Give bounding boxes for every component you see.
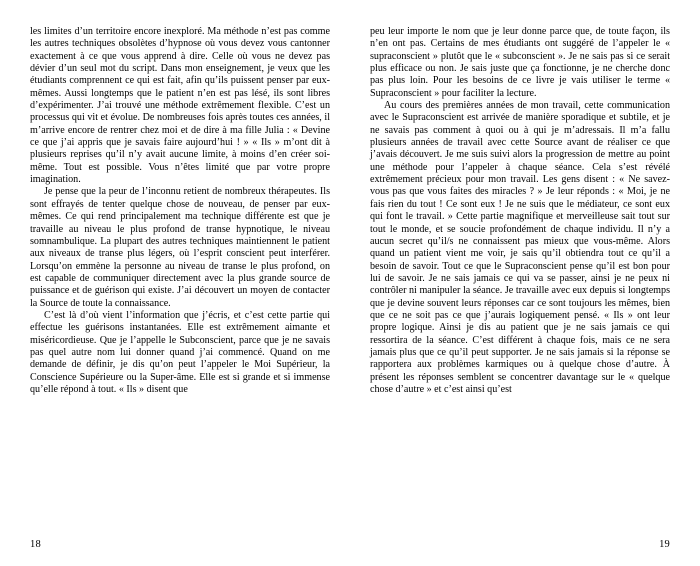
paragraph: C’est là d’où vient l’information que j’écris, et c’est cette partie qui effectue les guérisons instantanées. Elle est extrêmement aimante et miséricordieuse. Que je l’appelle le Subconscient, parce que je ne savais pas quel autre nom lui donner quand j’ai commencé. Quand on me demande de définir, je dis qu’on peut l’appeler le Moi Supérieur, la Conscience Supérieure ou la Super-âme. Elle est si grande et si immense qu’elle répond à tout. « Ils » disent que — [30, 309, 330, 395]
page-left — [30, 26, 330, 566]
paragraph: Au cours des premières années de mon travail, cette communication avec le Supraconscient est arrivée de manière sporadique et subtile, et je ne savais pas comment à quoi ou à qui je m’adressais. Il m’a fallu plusieurs années de travail avec cette Source avant de réaliser ce que j’avais découvert. Je me suis suivi alors la progression de mettre au point une méthode pour l’appeler à chaque séance. Cela s’est révélé extrêmement précieux pour mon travail. Les gens disent : « Ne savez-vous pas que vous faites des miracles ? » Je leur réponds : « Moi, je ne fais rien du tout ! Ce sont eux ! Je ne suis que le médiateur, ce sont eux qui font le travail. » Cette partie magnifique et merveilleuse sait tout sur tout le monde, et se soucie profondément de chaque individu. Il n’y a aucun secret qu’il/s ne connaissent pas mieux que vous-même. Alors quand un patient vient me voir, je sais qu’il obtiendra tout ce qu’il a besoin de savoir. Tout ce que le Supraconscient pense qu’il est bon pour lui de savoir. Je ne sais jamais ce qui va se passer, ainsi je ne peux ni contrôler ni manipuler la séance. Je travaille avec eux depuis si longtemps que je devine souvent leurs réponses car ce sont toujours les mêmes, bien que ce ne soit pas ce que j’aurais logiquement pensé. « Ils » ont leur propre logique. Ainsi je dis au patient que je ne sais jamais ce qui ressortira de la séance. C’est différent à chaque fois, mais ce ne sera jamais plus que ce qu’il peut supporter. Je ne sais jamais si la réponse se rapportera aux problèmes karmiques ou à quelque chose d’autre. À présent les réponses semblent se concentrer davantage sur le « quelque chose d’autre » et c’est ainsi qu’est — [370, 100, 670, 395]
page-right — [370, 26, 670, 566]
page-number-left: 18 — [30, 539, 41, 550]
page-right-text-column — [370, 26, 670, 396]
page-left-text-column — [30, 26, 330, 396]
paragraph: Je pense que la peur de l’inconnu retient de nombreux thérapeutes. Ils sont effrayés de tenter quelque chose de nouveau, de penser par eux-mêmes. Ce qui rend principalement ma technique différente est que je travaille au niveau le plus profond de transe hypnotique, le niveau somnambulique. La plupart des autres techniques maintiennent le patient aux niveaux de transe plus légers, où l’esprit conscient peut interférer. Lorsqu’on emmène la personne au niveau de transe le plus profond, on est capable de communiquer directement avec la plus grande source de puissance et de guérison qui existe. J’ai découvert un moyen de contacter la Source de toute la connaissance. — [30, 186, 330, 309]
paragraph: les limites d’un territoire encore inexploré. Ma méthode n’est pas comme les autres techniques obsolètes d’hypnose où vous devez vous cantonner exactement à ce que vous apprend à dire. Celle où vous ne devez pas dévier d’un seul mot du script. Dans mon enseignement, je veux que les étudiants comprennent ce qui est fait, afin qu’ils puissent penser par eux-mêmes. Aussi longtemps que le patient n’en est pas lésé, ils sont libres d’expérimenter. J’ai trouvé une méthode extrêmement flexible. C’est un processus qui vit et évolue. De nombreuses fois après toutes ces années, il m’arrive encore de rentrer chez moi et de dire à ma fille Julia : « Devine ce que j’ai appris que je savais faire aujourd’hui ! » « Ils » m’ont dit à plusieurs reprises qu’il n’y avait aucune limite, à moins d’en créer soi-même. Tout est possible. Vous n’êtes limité que par votre propre imagination. — [30, 26, 330, 186]
paragraph: peu leur importe le nom que je leur donne parce que, de toute façon, ils n’en ont pas. Certains de mes étudiants ont suggéré de l’appeler le « supraconscient » plutôt que le « subconscient ». Je ne sais pas si ce serait plus efficace ou non. Je sais juste que ça fonctionne, je ne cherche donc pas plus loin. Pour les besoins de ce livre je vais utiliser le terme « Supraconscient » pour faciliter la lecture. — [370, 26, 670, 99]
page-number-right: 19 — [659, 539, 670, 550]
